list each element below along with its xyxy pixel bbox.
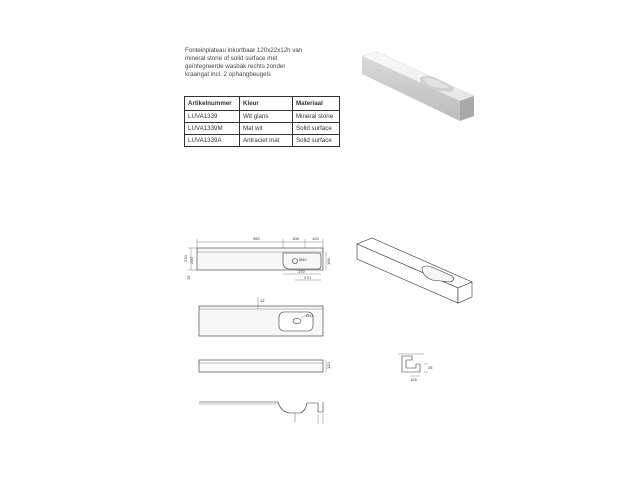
dim-basin-b: 270 bbox=[304, 275, 311, 280]
product-render-image bbox=[362, 52, 474, 121]
dim-length-main: 960 bbox=[253, 236, 260, 241]
description-line: Fonteinplateau inkortbaar 120x22x12h van bbox=[185, 47, 303, 54]
long-section-drawing bbox=[199, 402, 323, 424]
cell-article: LUVA1339A bbox=[185, 135, 240, 147]
dim-height: 120 bbox=[326, 362, 331, 369]
dim-depth-side: 168 bbox=[326, 258, 331, 265]
cell-color: Wit glans bbox=[240, 111, 293, 123]
dim-drain-b: Ø33 bbox=[306, 313, 314, 318]
dim-length-basin: 108 bbox=[292, 236, 299, 241]
dim-depth-total: 220 bbox=[183, 255, 188, 262]
dim-offset: 125 bbox=[410, 377, 417, 382]
dim-length-end: 120 bbox=[312, 236, 319, 241]
cell-color: Antraciet mat bbox=[240, 135, 293, 147]
description-line: geïntegreerde wasbak rechts zonder bbox=[185, 63, 286, 70]
dim-lip: 12 bbox=[260, 298, 265, 303]
dim-thickness: 15 bbox=[186, 275, 191, 280]
side-section-drawing bbox=[398, 354, 428, 376]
cell-material: Mineral stone bbox=[293, 111, 340, 123]
cell-color: Mat wit bbox=[240, 123, 293, 135]
header-materiaal: Materiaal bbox=[293, 97, 340, 111]
isometric-drawing bbox=[357, 238, 472, 303]
header-kleur: Kleur bbox=[240, 97, 293, 111]
dim-wall: 25 bbox=[428, 365, 433, 370]
description-line: mineral stone of solid surface met bbox=[185, 55, 278, 62]
dim-drain: Ø40 bbox=[299, 257, 307, 262]
cell-article: LUVA1339M bbox=[185, 123, 240, 135]
description-line: kraangat incl. 2 ophangbeugels bbox=[185, 71, 272, 78]
front-view-drawing bbox=[199, 360, 326, 372]
header-artikelnummer: Artikelnummer bbox=[185, 97, 240, 111]
dim-depth-inner: 200 bbox=[189, 257, 194, 264]
cell-material: Solid surface bbox=[293, 135, 340, 147]
cell-article: LUVA1339 bbox=[185, 111, 240, 123]
cell-material: Solid surface bbox=[293, 123, 340, 135]
dim-basin-a: 170 bbox=[298, 269, 305, 274]
